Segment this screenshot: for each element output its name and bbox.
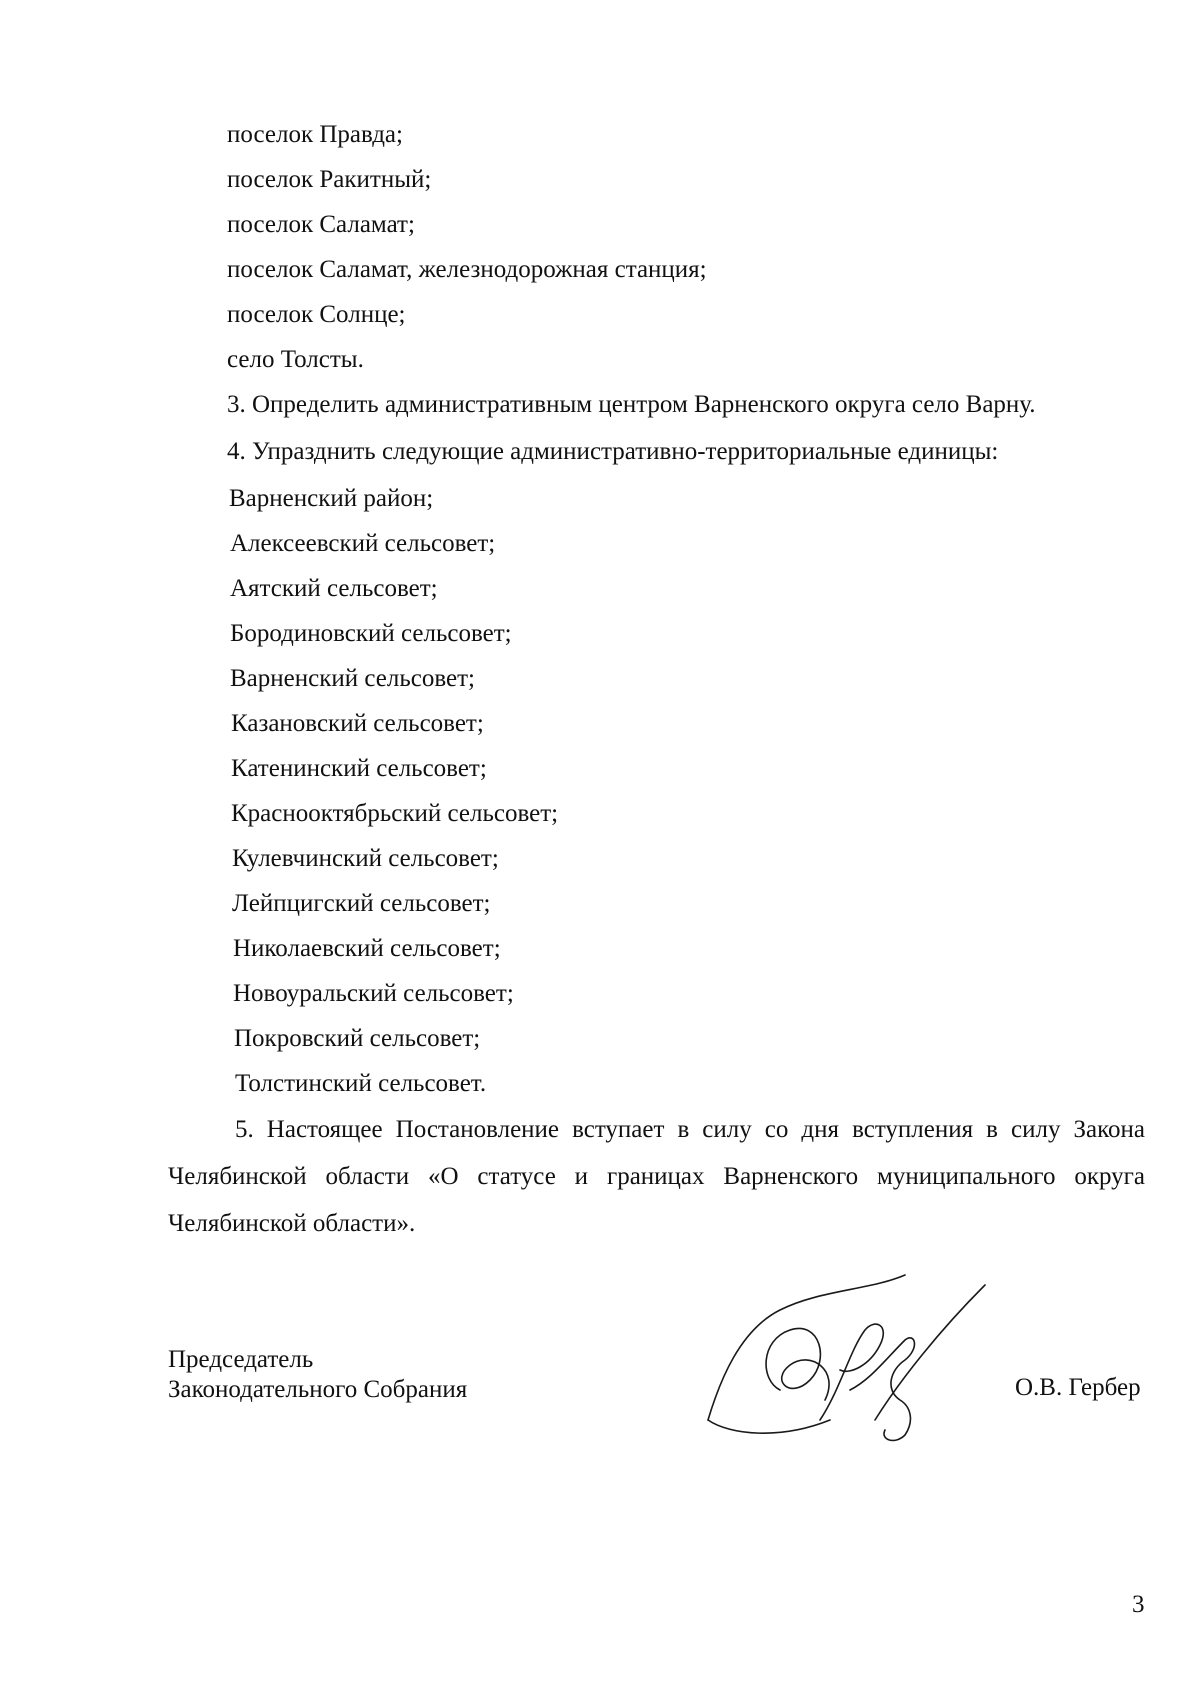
signer-name: О.В. Гербер [1015, 1374, 1141, 1401]
abolished-unit: Покровский сельсовет; [234, 1025, 481, 1052]
abolished-unit: Николаевский сельсовет; [233, 935, 501, 962]
item-3-text: 3. Определить административным центром Варненского округа село Варну. [227, 391, 1036, 418]
abolished-unit: Аятский сельсовет; [230, 575, 438, 602]
settlement-item: поселок Саламат, железнодорожная станция; [227, 256, 707, 283]
item-5-line-2: Челябинской области «О статусе и границах Варненского муниципального округа [168, 1163, 1145, 1190]
settlement-item: поселок Саламат; [227, 211, 415, 238]
abolished-unit: Катенинский сельсовет; [231, 755, 487, 782]
item-4-text: 4. Упразднить следующие административно-территориальные единицы: [227, 438, 999, 465]
abolished-unit: Лейпцигский сельсовет; [232, 890, 491, 917]
handwritten-signature [700, 1270, 1000, 1460]
abolished-unit: Кулевчинский сельсовет; [232, 845, 499, 872]
settlement-item: поселок Правда; [227, 121, 403, 148]
item-5-line-1: 5. Настоящее Постановление вступает в силу со дня вступления в силу Закона [235, 1116, 1145, 1143]
abolished-unit: Новоуральский сельсовет; [233, 980, 514, 1007]
abolished-unit: Варненский сельсовет; [230, 665, 475, 692]
signer-title-line-2: Законодательного Собрания [168, 1376, 468, 1403]
page-number: 3 [1132, 1591, 1145, 1618]
settlement-item: село Толсты. [227, 346, 364, 373]
abolished-unit: Краснооктябрьский сельсовет; [231, 800, 559, 827]
abolished-unit: Варненский район; [229, 485, 434, 512]
item-5-line-3: Челябинской области». [168, 1210, 416, 1237]
abolished-unit: Алексеевский сельсовет; [230, 530, 496, 557]
abolished-unit: Толстинский сельсовет. [235, 1070, 487, 1097]
settlement-item: поселок Ракитный; [227, 166, 432, 193]
abolished-unit: Бородиновский сельсовет; [230, 620, 512, 647]
settlement-item: поселок Солнце; [227, 301, 406, 328]
abolished-unit: Казановский сельсовет; [231, 710, 484, 737]
signer-title-line-1: Председатель [168, 1346, 314, 1373]
